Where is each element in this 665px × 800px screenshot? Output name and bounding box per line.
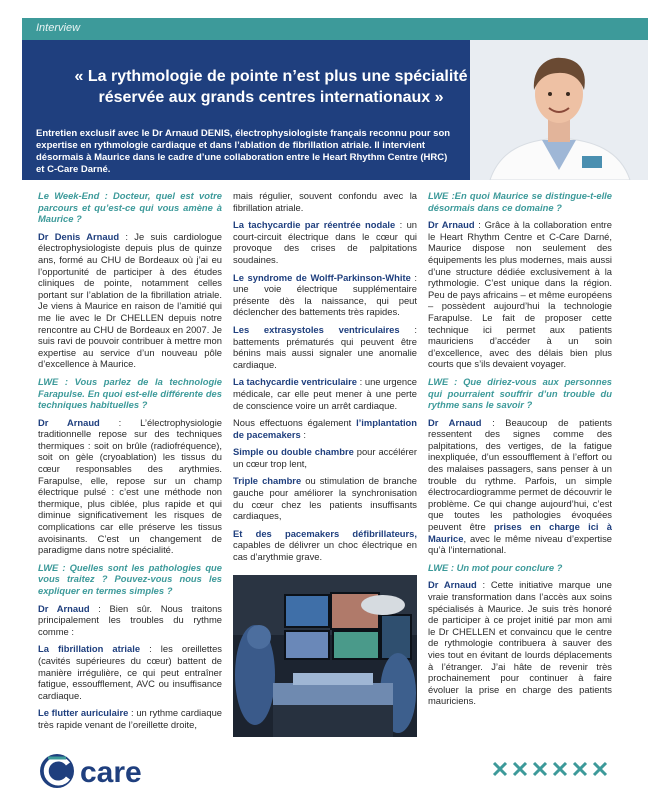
answer-5 — [428, 417, 612, 556]
definition: pour accélérer un cœur trop lent, — [233, 446, 418, 469]
logo-wordmark: care — [80, 756, 142, 789]
section-kicker: Interview — [36, 22, 81, 34]
answer-2 — [38, 417, 222, 556]
x-mark — [574, 763, 586, 775]
term: La fibrillation atriale — [38, 643, 141, 655]
definition: : une urgence médicale, car elle peut mener à une perte de conscience voire un arrêt cardiaque. — [233, 376, 417, 411]
speaker-name: Dr Arnaud — [38, 416, 100, 428]
question-1: Le Week-End : Docteur, quel est votre parcours et qu’est-ce qui vous amène à Maurice ? — [38, 190, 222, 225]
x-mark — [554, 763, 566, 775]
pathology-extrasystoles — [233, 324, 417, 370]
pathology-flutter — [38, 707, 222, 730]
definition: : battements prématurés qui peuvent être bénins mais aussi signaler une anomalie cardiaque. — [233, 323, 417, 370]
pathology-ventricular-tachycardia — [233, 376, 417, 411]
definition: ou stimulation de branche gauche pour améliorer la synchronisation du cœur chez les patients insuffisants cardiaques, — [233, 475, 417, 522]
intro-text: Entretien exclusif avec le Dr Arnaud DENIS, électrophysiologiste français reconnu pour son expertise en rythmologie cardiaque et dans l’ablation de fibrillation atriale. Il intervient désormais à Maurice dans le cadre d’une collaboration entre le Heart Rhythm Centre (HRC) et C-Care Darné. — [36, 128, 451, 175]
speaker-name: Dr Arnaud — [428, 579, 477, 591]
x-mark — [534, 763, 546, 775]
speaker-name: Dr Arnaud — [38, 602, 90, 614]
header-band — [22, 18, 648, 180]
term: Simple ou double chambre — [233, 446, 354, 458]
definition: capables de délivrer un choc électrique en cas d’arythmie grave. — [233, 539, 417, 563]
speaker-name: Dr Arnaud — [428, 416, 482, 428]
doctor-portrait — [470, 40, 648, 180]
ccare-logo — [38, 752, 162, 790]
kicker-bar — [22, 18, 648, 40]
highlight: prises en charge ici à Maurice — [428, 521, 612, 544]
answer-text: : Je suis cardiologue électrophysiologiste depuis plus de quinze ans, formé au CHU de Bordeaux où j’ai eu l’opportunité de participer à des études cliniques de pointe, notamment celles portant sur l’ablation de la fibrillation atriale. Je viens à Maurice en raison de l’amitié qui me lie avec le Dr CHELLEN depuis notre rencontre au CHU de Bordeaux en 2007. Je suis ravi de pouvoir contribuer à mettre mon expertise au service d’un nouveau pôle d’excellence à Maurice. — [38, 230, 222, 370]
definition: : un court-circuit électrique dans le cœur qui provoque des crises de palpitations soudaines. — [233, 219, 417, 265]
term: Les extrasystoles ventriculaires — [233, 323, 400, 335]
term: Le syndrome de Wolff-Parkinson-White — [233, 271, 411, 283]
answer-3 — [38, 603, 222, 638]
term: La tachycardie ventriculaire — [233, 376, 358, 388]
answer-text: , avec le même niveau d’expertise qu’à l’international. — [428, 532, 612, 556]
answer-text: : Beaucoup de patients ressentent des signes comme des palpitations, des vertiges, de la fatigue inexpliquée, d’un essoufflement à l’effort ou des malaises passagers, sans penser à un trouble du rythme. Parfois, un simple électrocardiogramme permet de découvrir le problème. Ce qui change aujourd’hui, c’est que toutes les pathologies évoquées peuvent être — [428, 416, 612, 533]
term: Le flutter auriculaire — [38, 707, 129, 719]
answer-1 — [38, 231, 222, 370]
x-mark — [494, 763, 506, 775]
text: Nous effectuons également — [233, 417, 357, 429]
answer-text: : L’électrophysiologie traditionnelle repose sur des techniques thermiques : soit on brûle (radiofréquence), soit on gèle (cryoablation) les tissus du cœur responsables des arythmies. Farapulse, elle, repose sur un champ électrique pulsé : c’est une méthode non thermique, plus ciblée, plus rapide et qui diminue significativement les risques de complications car elle préserve les tissus avoisinants. C’est un changement de paradigme dans notre spécialité. — [38, 416, 222, 556]
x-mark — [514, 763, 526, 775]
column-2 — [233, 190, 417, 739]
pacemaker-single-double — [233, 446, 417, 469]
term: La tachycardie par réentrée nodale — [233, 219, 396, 231]
question-5: LWE : Que diriez-vous aux personnes qui pourraient souffrir d’un trouble du rythme sans le savoir ? — [428, 375, 612, 411]
pacemaker-triple — [233, 475, 417, 521]
question-4: LWE :En quoi Maurice se distingue-t-elle désormais dans ce domaine ? — [428, 190, 612, 213]
pathology-wpw — [233, 272, 417, 318]
column-1 — [38, 190, 222, 737]
definition: : un rythme cardiaque très rapide venant de l’oreillette droite, — [38, 707, 222, 730]
term: Et des pacemakers défibrillateurs, — [233, 527, 417, 539]
headline — [36, 66, 506, 108]
answer-4 — [428, 219, 612, 370]
definition: : les oreillettes (cavités supérieures du cœur) battent de manière irrégulière, ce qui peut entraîner fatigue, essoufflement, AVC ou insuffisance cardiaque. — [38, 643, 222, 701]
definition: : une voie électrique supplémentaire présente dès la naissance, qui peut déclencher des battements très rapides. — [233, 271, 417, 318]
headline-line-2: réservée aux grands centres internationaux » — [98, 89, 444, 106]
question-2: LWE : Vous parlez de la technologie Farapulse. En quoi est-elle différente des techniques habituelles ? — [38, 375, 222, 411]
pacemaker-defibrillator — [233, 528, 417, 563]
pathology-reentry — [233, 219, 417, 265]
column-3 — [428, 190, 612, 713]
question-3: LWE : Quelles sont les pathologies que vous traitez ? Pouvez-vous nous les expliquer en termes simples ? — [38, 561, 222, 596]
answer-text: : Cette initiative marque une vraie transformation dans l’accès aux soins spécialisés à Maurice. Je suis très honoré de participer à ce projet initié par mon ami le Dr CHELLEN et convaincu que le centre de rythmologie contribuera à sauver des vies tout en évitant de lourds déplacements à l’étranger. J’ai hâte de revenir très prochainement pour continuer à faire évoluer la prise en charge des patients mauriciens. — [428, 579, 612, 707]
answer-text: : Bien sûr. Nous traitons principalement les troubles du rythme comme : — [38, 602, 222, 637]
speaker-name: Dr Arnaud — [428, 219, 475, 231]
term: Triple chambre — [233, 475, 302, 487]
text: : — [300, 428, 306, 440]
speaker-name: Dr Denis Arnaud — [38, 230, 120, 242]
term: l’implantation de pacemakers — [233, 417, 417, 440]
decorative-x-pattern — [490, 760, 612, 778]
answer-6 — [428, 579, 612, 707]
headline-line-1: « La rythmologie de pointe n’est plus une spécialité — [74, 68, 468, 85]
question-6: LWE : Un mot pour conclure ? — [428, 561, 563, 573]
operating-room-photo — [233, 575, 417, 737]
x-mark — [594, 763, 606, 775]
answer-text: : Grâce à la collaboration entre le Heart Rhythm Centre et C-Care Darné, Maurice dispose non seulement des équipements les plus modernes, mais aussi d’une structure dédiée exclusivement à la rythmologie. C’est unique dans la région. Peu de pays africains – et même européens – possèdent aujourd’hui la technologie Farapulse. Le fait de proposer cette technique ici permet aux patients mauriciens d’accéder à un soin d’excellence, avec des délais bien plus courts que s’ils devaient voyager. — [428, 219, 612, 370]
continued-text: mais régulier, souvent confondu avec la fibrillation atriale. — [233, 190, 417, 213]
pacemaker-intro — [233, 417, 417, 440]
pathology-fibrillation — [38, 643, 222, 701]
